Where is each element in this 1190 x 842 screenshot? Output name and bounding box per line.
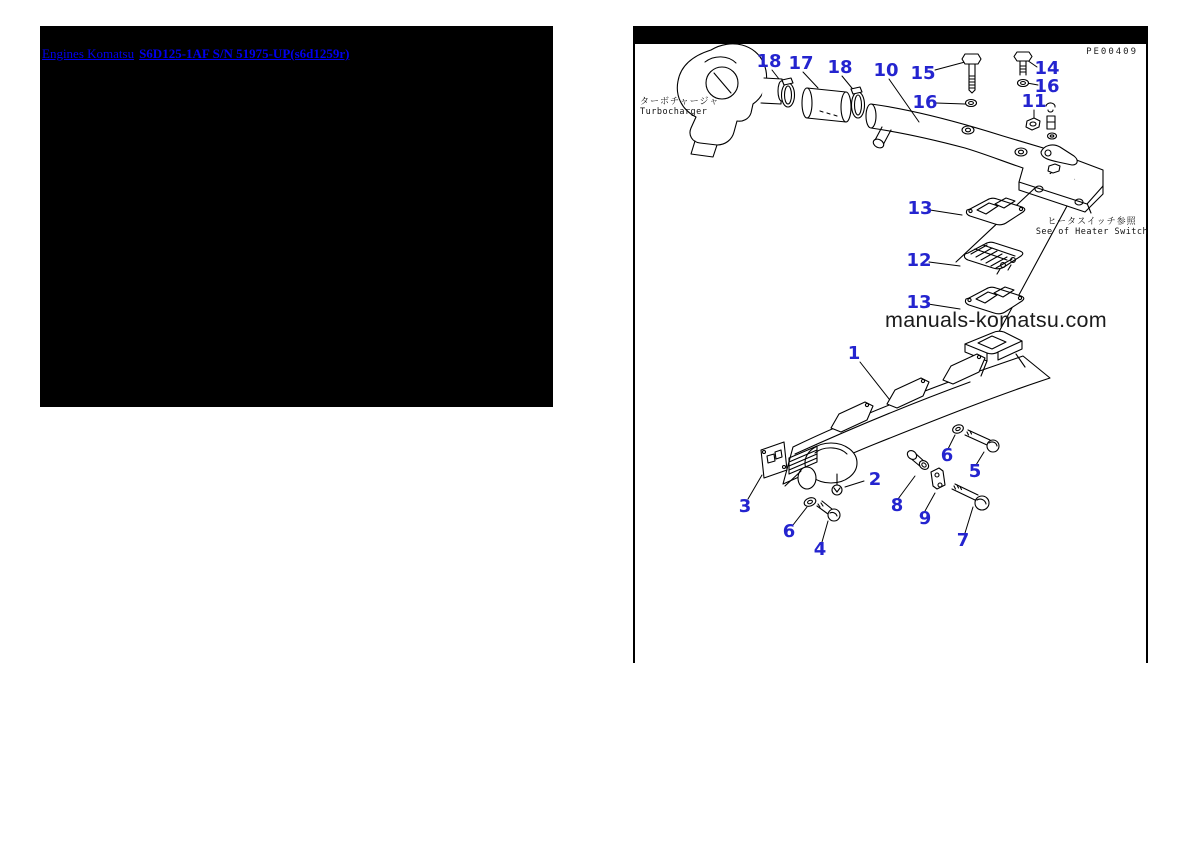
part-label-12: 12 [906, 250, 932, 271]
part-label-9: 9 [918, 508, 932, 529]
heater-switch-annotation [1035, 214, 1149, 237]
part-label-1: 1 [847, 343, 861, 364]
part-label-5: 5 [968, 461, 982, 482]
bracket-9-drawing [931, 468, 945, 489]
part-label-3: 3 [738, 496, 752, 517]
bolt-5-drawing [965, 430, 999, 452]
hose-clamp-18b-drawing [851, 87, 865, 118]
hose-clamp-18a-drawing [782, 78, 795, 107]
turbocharger-label-en: Turbocharger [640, 107, 708, 117]
breadcrumb [42, 46, 354, 62]
part-label-18: 18 [756, 51, 782, 72]
diagram-panel [633, 26, 1148, 663]
turbocharger-annotation [640, 94, 719, 117]
part-label-2: 2 [868, 469, 882, 490]
part-label-15: 15 [910, 63, 936, 84]
breadcrumb-link-engines[interactable]: Engines Komatsu [42, 46, 135, 61]
bolt-7-drawing [952, 484, 989, 510]
part-label-10: 10 [873, 60, 899, 81]
part-label-4: 4 [813, 539, 827, 560]
part-label-14: 14 [1034, 58, 1060, 79]
exhaust-manifold-1-drawing [783, 331, 1050, 495]
part-label-11: 11 [1021, 91, 1047, 112]
plug-11-drawing [1026, 118, 1040, 130]
part-label-8: 8 [890, 495, 904, 516]
breadcrumb-link-model[interactable]: S6D125-1AF S/N 51975-UP(s6d1259r) [139, 46, 350, 61]
part-label-13: 13 [907, 198, 933, 219]
plate-code: PE00409 [1086, 47, 1138, 57]
part-label-6: 6 [940, 445, 954, 466]
turbocharger-label-jp: ターボチャージャ [640, 97, 720, 107]
hose-17-drawing [802, 88, 851, 122]
gasket-3-drawing [761, 442, 787, 478]
part-label-7: 7 [956, 530, 970, 551]
bolt-14-drawing [1014, 52, 1032, 87]
part-label-6: 6 [782, 521, 796, 542]
heater-switch-parts-drawing [1041, 103, 1077, 173]
heater-switch-note-jp: ヒータスイッチ参照 [1047, 217, 1137, 227]
washer-6a-drawing [803, 496, 817, 508]
bolt-15-drawing [962, 54, 981, 107]
part-label-13: 13 [906, 292, 932, 313]
part-label-16: 16 [912, 92, 938, 113]
part-label-17: 17 [788, 53, 814, 74]
heater-switch-note-en: See of Heater Switch [1035, 227, 1149, 237]
part-label-18: 18 [827, 57, 853, 78]
left-black-panel [40, 26, 553, 407]
watermark: manuals-komatsu.com [885, 308, 1107, 332]
sleeve-8-drawing [906, 449, 931, 472]
part-label-16: 16 [1034, 76, 1060, 97]
heater-12-drawing [964, 242, 1022, 274]
gasket-13a-drawing [966, 198, 1024, 225]
washer-6b-drawing [951, 423, 964, 434]
bolt-4-drawing [817, 501, 840, 521]
exploded-parts-drawing [635, 26, 1146, 663]
